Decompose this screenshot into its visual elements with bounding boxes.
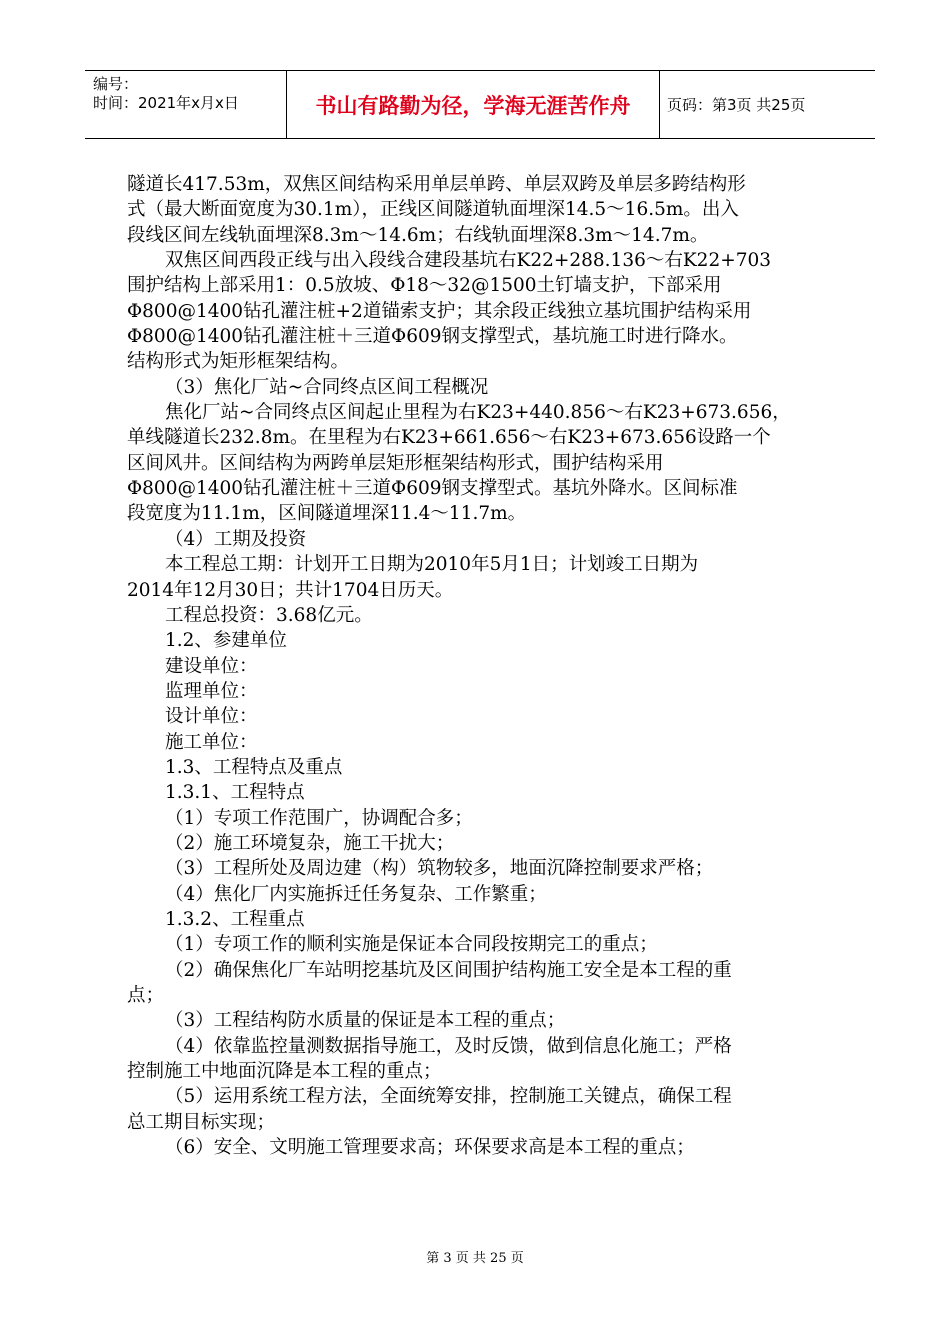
body-text-line: （3）工程所处及周边建（构）筑物较多，地面沉降控制要求严格； — [165, 858, 714, 880]
body-text-line: 结构形式为矩形框架结构。 — [127, 351, 350, 373]
header-divider — [659, 71, 660, 138]
header-page-number: 页码：第3页 共25页 — [667, 96, 806, 114]
body-text-line: 1.3、工程特点及重点 — [165, 756, 343, 778]
body-text-line: 双焦区间西段正线与出入段线合建段基坑右K22+288.136～右K22+703 — [165, 250, 772, 272]
body-text-line: 段宽度为11.1m，区间隧道埋深11.4～11.7m。 — [127, 503, 527, 525]
body-text-line: （4）工期及投资 — [165, 528, 307, 550]
body-text-line: （6）安全、文明施工管理要求高；环保要求高是本工程的重点； — [165, 1137, 695, 1159]
body-text-line: 围护结构上部采用1：0.5放坡、Φ18～32@1500土钉墙支护，下部采用 — [127, 275, 722, 297]
body-text-line: Φ800@1400钻孔灌注桩＋三道Φ609钢支撑型式。基坑外降水。区间标准 — [127, 478, 738, 500]
body-text-line: 式（最大断面宽度为30.1m），正线区间隧道轨面埋深14.5～16.5m。出入 — [127, 199, 739, 221]
body-text-line: （4）焦化厂内实施拆迁任务复杂、工作繁重； — [165, 883, 547, 905]
body-text-line: 设计单位： — [165, 706, 258, 728]
body-text-line: 监理单位： — [165, 680, 258, 702]
body-text-line: （3）焦化厂站~合同终点区间工程概况 — [165, 376, 489, 398]
header-meta — [93, 71, 291, 138]
body-text-line: 焦化厂站~合同终点区间起止里程为右K23+440.856～右K23+673.656， — [165, 402, 791, 424]
body-text-line: （2）施工环境复杂，施工干扰大； — [165, 832, 455, 854]
body-text-line: 控制施工中地面沉降是本工程的重点； — [127, 1061, 442, 1083]
body-text-line: 工程总投资：3.68亿元。 — [165, 604, 373, 626]
body-text-line: 1.3.2、工程重点 — [165, 908, 305, 930]
document-body — [127, 172, 837, 1160]
body-text-line: 2014年12月30日；共计1704日历天。 — [127, 579, 454, 601]
document-number-label: 编号： — [93, 75, 139, 93]
body-text-line: 点； — [127, 985, 165, 1006]
header-motto: 书山有路勤为径，学海无涯苦作舟 — [315, 93, 631, 118]
page-footer: 第 3 页 共 25 页 — [426, 1251, 524, 1266]
body-text-line: （3）工程结构防水质量的保证是本工程的重点； — [165, 1010, 566, 1032]
body-text-line: 区间风井。区间结构为两跨单层矩形框架结构形式，围护结构采用 — [127, 452, 664, 474]
body-text-line: Φ800@1400钻孔灌注桩＋三道Φ609钢支撑型式，基坑施工时进行降水。 — [127, 326, 738, 348]
body-text-line: 隧道长417.53m，双焦区间结构采用单层单跨、单层双跨及单层多跨结构形 — [127, 174, 746, 195]
body-text-line: （1）专项工作的顺利实施是保证本合同段按期完工的重点； — [165, 934, 658, 956]
body-text-line: 段线区间左线轨面埋深8.3m～14.6m；右线轨面埋深8.3m～14.7m。 — [127, 224, 709, 246]
body-text-line: （2）确保焦化厂车站明挖基坑及区间围护结构施工安全是本工程的重 — [165, 959, 732, 981]
body-text-line: 单线隧道长232.8m。在里程为右K23+661.656～右K23+673.656设路一个 — [127, 427, 771, 449]
body-text-line: 1.3.1、工程特点 — [165, 782, 305, 804]
body-text-line: 1.2、参建单位 — [165, 630, 287, 652]
body-text-line: （1）专项工作范围广，协调配合多； — [165, 807, 473, 829]
body-text-line: 总工期目标实现； — [127, 1111, 276, 1133]
body-text-line: （5）运用系统工程方法，全面统筹安排，控制施工关键点，确保工程 — [165, 1086, 732, 1108]
document-time-label: 时间：2021年x月x日 — [93, 94, 239, 112]
body-text-line: 建设单位： — [165, 655, 258, 677]
page-header — [85, 70, 875, 139]
body-text-line: （4）依靠监控量测数据指导施工，及时反馈，做到信息化施工；严格 — [165, 1035, 732, 1057]
body-text-line: 施工单位： — [165, 731, 258, 753]
body-text-line: Φ800@1400钻孔灌注桩+2道锚索支护；其余段正线独立基坑围护结构采用 — [127, 300, 752, 322]
body-text-line: 本工程总工期：计划开工日期为2010年5月1日；计划竣工日期为 — [165, 554, 699, 576]
